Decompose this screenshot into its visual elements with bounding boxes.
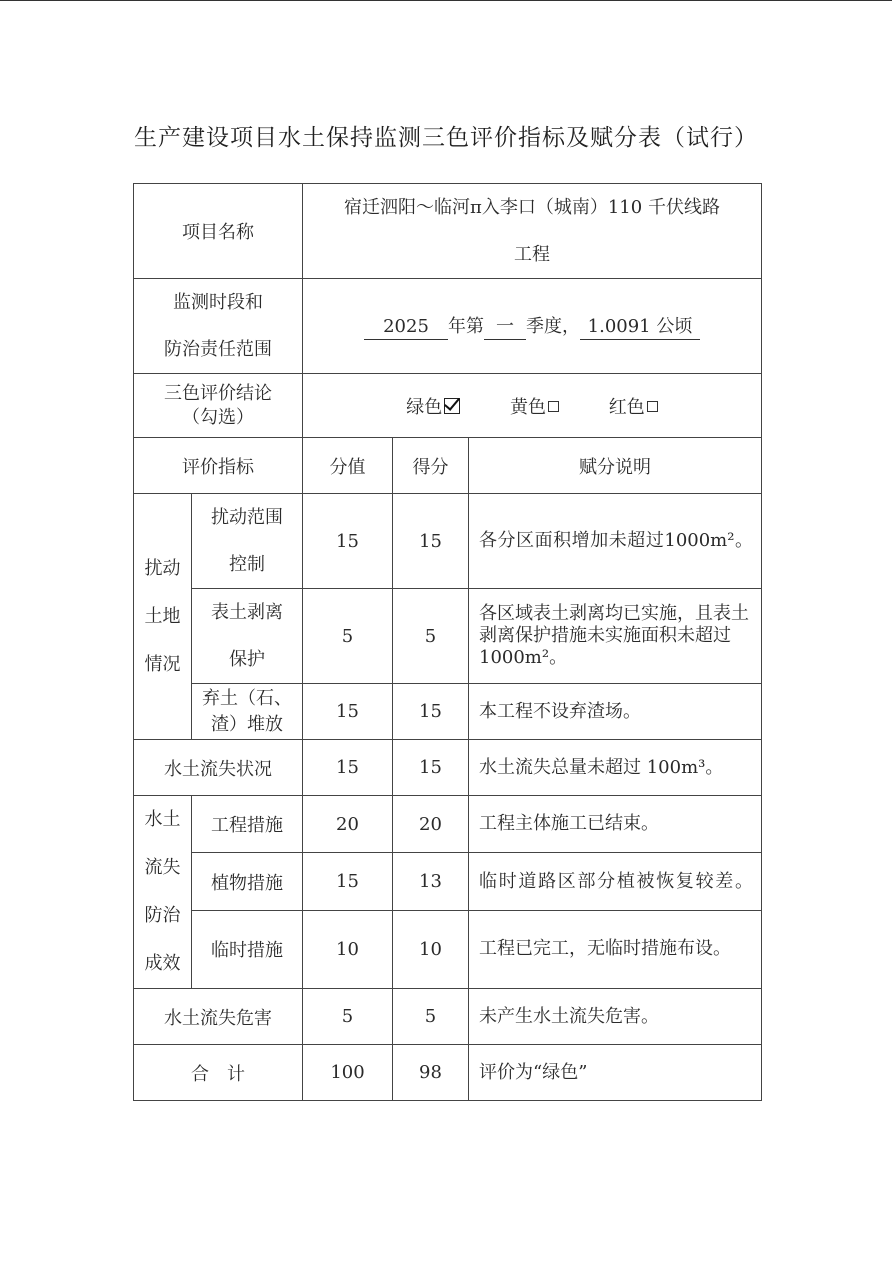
indicator-name: 工程措施 <box>192 796 303 853</box>
project-label-cell <box>134 184 303 279</box>
indicator-name: 水土流失危害 <box>134 989 303 1045</box>
indicator-name: 植物措施 <box>192 853 303 910</box>
header-row <box>134 438 762 494</box>
explanation-cell <box>469 910 762 988</box>
got-cell: 10 <box>393 910 469 988</box>
option-green[interactable] <box>406 393 460 419</box>
explanation-text: 本工程不设弃渣场。 <box>479 700 641 722</box>
page-title: 生产建设项目水土保持监测三色评价指标及赋分表（试行） <box>134 125 758 151</box>
indicator-name: 水土流失状况 <box>134 740 303 796</box>
table-row <box>134 740 762 796</box>
disturb-group-char: 扰动 <box>144 557 181 579</box>
total-row <box>134 1045 762 1101</box>
explanation-cell <box>469 853 762 910</box>
score-cell: 15 <box>303 494 393 589</box>
got-cell: 20 <box>393 796 469 853</box>
table-row <box>134 796 762 853</box>
got-cell: 13 <box>393 853 469 910</box>
indicator-name: 保护 <box>229 649 265 670</box>
disturb-group-char: 土地 <box>144 605 181 627</box>
project-name-line1: 宿迁泗阳～临河π入李口（城南）110 千伏线路 <box>344 197 720 218</box>
explanation-cell <box>469 740 762 796</box>
header-indicator: 评价指标 <box>134 438 303 494</box>
total-explanation: 评价为“绿色” <box>479 1061 588 1083</box>
period-year-suffix: 年第 <box>448 316 484 337</box>
table-row <box>134 589 762 684</box>
indicator-name: 渣）堆放 <box>211 713 283 735</box>
score-cell: 15 <box>303 740 393 796</box>
prevention-group-cell <box>134 796 192 989</box>
period-label-cell <box>134 279 303 374</box>
option-yellow-label: 黄色 <box>510 396 546 418</box>
indicator-name: 扰动范围 <box>211 507 283 528</box>
explanation-cell <box>469 684 762 740</box>
prevention-group-char: 水土 <box>144 809 181 830</box>
disturb-group-cell <box>134 494 192 740</box>
indicator-name: 弃土（石、 <box>202 687 292 709</box>
disturb-group-char: 情况 <box>144 653 181 675</box>
explanation-cell <box>469 989 762 1045</box>
checked-checkbox-icon[interactable] <box>444 398 460 414</box>
indicator-name-cell <box>192 589 303 684</box>
period-quarter-suffix: 季度， <box>526 316 580 337</box>
period-label-line2: 防治责任范围 <box>164 339 272 360</box>
option-red[interactable] <box>609 393 658 419</box>
explanation-text: 未产生水土流失危害。 <box>479 1005 659 1027</box>
period-label-line1: 监测时段和 <box>173 292 263 313</box>
header-explanation: 赋分说明 <box>469 438 762 494</box>
table-row <box>134 989 762 1045</box>
score-cell: 5 <box>303 989 393 1045</box>
total-label: 合 计 <box>134 1045 303 1101</box>
table-row <box>134 684 762 740</box>
period-row <box>134 279 762 374</box>
score-cell: 15 <box>303 684 393 740</box>
prevention-group-char: 流失 <box>144 857 181 878</box>
empty-checkbox-icon[interactable] <box>548 401 559 412</box>
option-green-label: 绿色 <box>406 396 443 418</box>
table-row <box>134 494 762 589</box>
conclusion-row <box>134 374 762 438</box>
conclusion-label-cell <box>134 374 303 438</box>
indicator-name: 临时措施 <box>192 910 303 988</box>
table-row <box>134 910 762 988</box>
explanation-text: 工程已完工，无临时措施布设。 <box>479 938 731 960</box>
option-yellow[interactable] <box>510 393 559 419</box>
explanation-cell <box>469 589 762 684</box>
empty-checkbox-icon[interactable] <box>647 401 658 412</box>
explanation-text: 各区域表土剥离均已实施，且表土剥离保护措施未实施面积未超过 1000m²。 <box>479 603 749 668</box>
project-name-line2: 工程 <box>514 244 550 265</box>
header-score: 分值 <box>303 438 393 494</box>
got-cell: 15 <box>393 494 469 589</box>
page-top-border <box>0 0 892 1</box>
explanation-text: 临时道路区部分植被恢复较差。 <box>479 870 753 892</box>
indicator-name-cell <box>192 494 303 589</box>
conclusion-label-line2: （勾选） <box>182 406 254 428</box>
explanation-cell <box>469 494 762 589</box>
header-got: 得分 <box>393 438 469 494</box>
explanation-text: 工程主体施工已结束。 <box>479 813 659 835</box>
got-cell: 15 <box>393 740 469 796</box>
indicator-name-cell <box>192 684 303 740</box>
period-value-cell <box>303 279 762 374</box>
total-got: 98 <box>393 1045 469 1101</box>
score-cell: 20 <box>303 796 393 853</box>
score-cell: 15 <box>303 853 393 910</box>
score-cell: 5 <box>303 589 393 684</box>
total-explanation-cell <box>469 1045 762 1101</box>
prevention-group-char: 防治 <box>144 905 181 926</box>
project-name-cell <box>303 184 762 279</box>
got-cell: 5 <box>393 989 469 1045</box>
total-score: 100 <box>303 1045 393 1101</box>
conclusion-label-line1: 三色评价结论 <box>164 382 272 404</box>
explanation-text: 各分区面积增加未超过1000m²。 <box>479 530 753 551</box>
indicator-name: 表土剥离 <box>211 602 283 623</box>
score-cell: 10 <box>303 910 393 988</box>
got-cell: 5 <box>393 589 469 684</box>
project-row <box>134 184 762 279</box>
period-quarter: 一 <box>484 315 526 340</box>
project-label: 项目名称 <box>182 222 254 243</box>
period-year: 2025 <box>364 315 448 340</box>
explanation-cell <box>469 796 762 853</box>
indicator-name: 控制 <box>229 554 265 575</box>
option-red-label: 红色 <box>608 396 645 418</box>
conclusion-options-cell <box>303 374 762 438</box>
explanation-text: 水土流失总量未超过 100m³。 <box>479 756 724 778</box>
prevention-group-char: 成效 <box>144 953 181 974</box>
got-cell: 15 <box>393 684 469 740</box>
period-area: 1.0091 公顷 <box>580 315 700 340</box>
evaluation-table <box>133 183 762 1101</box>
table-row <box>134 853 762 910</box>
